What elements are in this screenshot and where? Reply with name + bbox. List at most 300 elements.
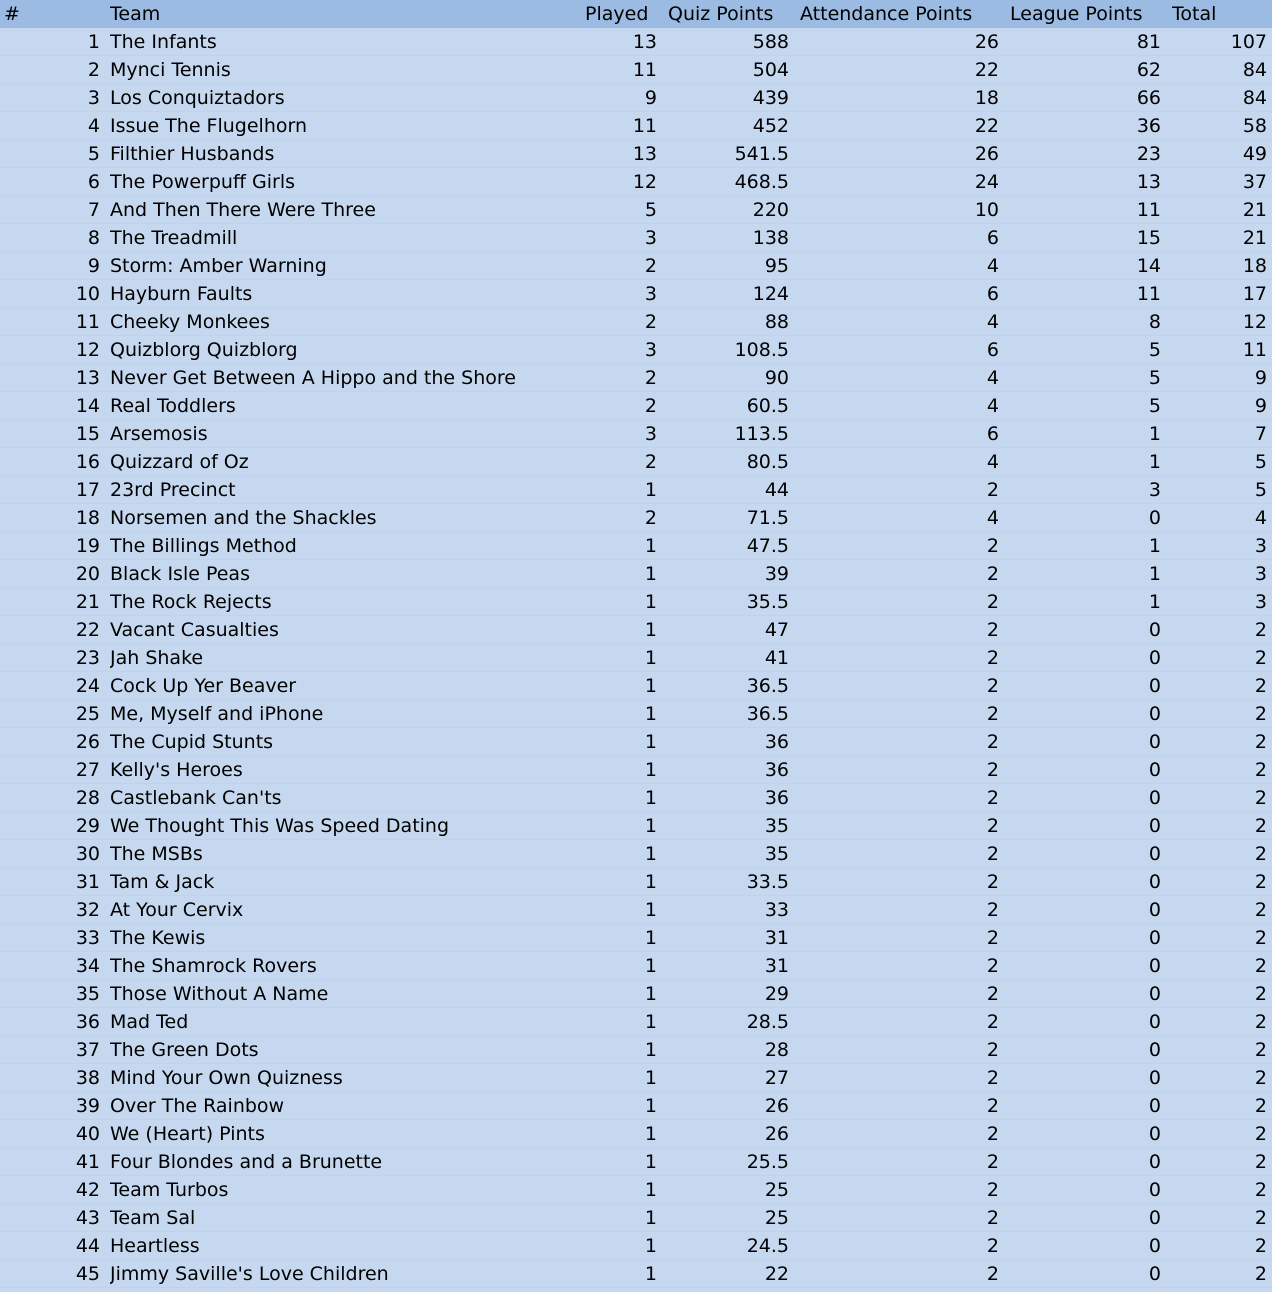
league-points-cell: 23: [1136, 143, 1161, 165]
played-cell: 1: [644, 563, 657, 585]
table-row: [0, 364, 1272, 392]
quiz-points-cell: 26: [764, 1123, 789, 1145]
rank-cell: 10: [75, 283, 100, 305]
team-cell: Mynci Tennis: [110, 59, 231, 81]
total-cell: 9: [1254, 395, 1267, 417]
attendance-points-cell: 10: [974, 199, 999, 221]
played-cell: 1: [644, 1179, 657, 1201]
total-cell: 2: [1254, 983, 1267, 1005]
played-cell: 1: [644, 479, 657, 501]
rank-cell: 13: [75, 367, 100, 389]
quiz-points-cell: 80.5: [746, 451, 789, 473]
played-cell: 1: [644, 647, 657, 669]
table-row: [0, 924, 1272, 952]
rank-cell: 31: [75, 871, 100, 893]
quiz-points-cell: 28.5: [746, 1011, 789, 1033]
league-points-cell: 0: [1148, 843, 1161, 865]
table-row: [0, 448, 1272, 476]
table-row: [0, 784, 1272, 812]
table-row: [0, 616, 1272, 644]
quiz-points-cell: 36: [764, 787, 789, 809]
league-points-cell: 81: [1136, 31, 1161, 53]
rank-cell: 23: [75, 647, 100, 669]
attendance-points-cell: 2: [986, 955, 999, 977]
team-cell: Cock Up Yer Beaver: [110, 675, 297, 697]
team-cell: The Treadmill: [110, 227, 238, 249]
played-cell: 3: [644, 339, 657, 361]
quiz-points-cell: 113.5: [734, 423, 789, 445]
total-cell: 2: [1254, 871, 1267, 893]
quiz-points-cell: 33.5: [746, 871, 789, 893]
attendance-points-cell: 2: [986, 1179, 999, 1201]
played-cell: 1: [644, 1151, 657, 1173]
total-cell: 2: [1254, 1095, 1267, 1117]
table-row: [0, 952, 1272, 980]
rank-cell: 36: [75, 1011, 100, 1033]
attendance-points-cell: 2: [986, 1263, 999, 1285]
rank-cell: 35: [75, 983, 100, 1005]
rank-cell: 24: [75, 675, 100, 697]
table-row: [0, 420, 1272, 448]
played-cell: 1: [644, 1263, 657, 1285]
attendance-points-cell: 4: [986, 255, 999, 277]
table-row: [0, 840, 1272, 868]
table-header: [0, 0, 1272, 28]
table-row: [0, 896, 1272, 924]
rank-cell: 21: [75, 591, 100, 613]
attendance-points-cell: 6: [986, 339, 999, 361]
attendance-points-cell: 2: [986, 1207, 999, 1229]
table-body: [0, 28, 1272, 1288]
quiz-points-cell: 25: [764, 1207, 789, 1229]
table-row: [0, 588, 1272, 616]
league-points-cell: 15: [1136, 227, 1161, 249]
played-cell: 1: [644, 1095, 657, 1117]
league-points-cell: 0: [1148, 1095, 1161, 1117]
league-points-cell: 0: [1148, 787, 1161, 809]
quiz-points-cell: 35.5: [746, 591, 789, 613]
played-cell: 1: [644, 1123, 657, 1145]
team-cell: The Cupid Stunts: [110, 731, 274, 753]
league-points-cell: 0: [1148, 1123, 1161, 1145]
quiz-points-cell: 24.5: [746, 1235, 789, 1257]
played-cell: 1: [644, 787, 657, 809]
league-points-cell: 0: [1148, 1207, 1161, 1229]
table-row: [0, 756, 1272, 784]
team-cell: We (Heart) Pints: [110, 1123, 265, 1145]
league-points-cell: 0: [1148, 955, 1161, 977]
total-cell: 2: [1254, 703, 1267, 725]
team-cell: Those Without A Name: [110, 983, 329, 1005]
attendance-points-cell: 2: [986, 927, 999, 949]
league-points-cell: 0: [1148, 731, 1161, 753]
team-cell: Team Turbos: [110, 1179, 229, 1201]
attendance-points-cell: 2: [986, 675, 999, 697]
attendance-points-cell: 2: [986, 1067, 999, 1089]
attendance-points-cell: 22: [974, 59, 999, 81]
quiz-points-cell: 29: [764, 983, 789, 1005]
league-points-cell: 0: [1148, 899, 1161, 921]
attendance-points-cell: 2: [986, 1151, 999, 1173]
played-cell: 2: [644, 255, 657, 277]
quiz-points-cell: 60.5: [746, 395, 789, 417]
quiz-points-cell: 439: [752, 87, 789, 109]
table-row: [0, 280, 1272, 308]
rank-cell: 32: [75, 899, 100, 921]
total-cell: 4: [1254, 507, 1267, 529]
rank-cell: 3: [87, 87, 100, 109]
table-row: [0, 1148, 1272, 1176]
attendance-points-cell: 4: [986, 507, 999, 529]
quiz-points-cell: 36: [764, 731, 789, 753]
quiz-points-cell: 541.5: [734, 143, 789, 165]
quiz-points-cell: 36: [764, 759, 789, 781]
table-row: [0, 1064, 1272, 1092]
attendance-points-cell: 4: [986, 311, 999, 333]
attendance-points-cell: 2: [986, 871, 999, 893]
played-cell: 3: [644, 423, 657, 445]
quiz-points-cell: 31: [764, 955, 789, 977]
table-row: [0, 308, 1272, 336]
table-row: [0, 476, 1272, 504]
table-row: [0, 84, 1272, 112]
quiz-points-cell: 35: [764, 815, 789, 837]
rank-cell: 4: [87, 115, 100, 137]
total-cell: 2: [1254, 843, 1267, 865]
total-cell: 2: [1254, 1123, 1267, 1145]
quiz-points-cell: 71.5: [746, 507, 789, 529]
total-cell: 2: [1254, 927, 1267, 949]
team-cell: Jimmy Saville's Love Children: [110, 1263, 389, 1285]
league-points-cell: 1: [1148, 423, 1161, 445]
quiz-points-cell: 22: [764, 1263, 789, 1285]
total-cell: 2: [1254, 955, 1267, 977]
rank-cell: 8: [87, 227, 100, 249]
played-cell: 11: [632, 59, 657, 81]
table-row: [0, 28, 1272, 56]
total-cell: 2: [1254, 1235, 1267, 1257]
attendance-points-cell: 2: [986, 647, 999, 669]
league-points-cell: 0: [1148, 619, 1161, 641]
quiz-points-cell: 35: [764, 843, 789, 865]
played-cell: 1: [644, 1039, 657, 1061]
played-cell: 1: [644, 871, 657, 893]
quiz-points-cell: 44: [764, 479, 789, 501]
table-row: [0, 1120, 1272, 1148]
table-row: [0, 644, 1272, 672]
rank-cell: 6: [87, 171, 100, 193]
attendance-points-cell: 2: [986, 479, 999, 501]
team-cell: Filthier Husbands: [110, 143, 275, 165]
total-cell: 107: [1230, 31, 1267, 53]
rank-cell: 18: [75, 507, 100, 529]
rank-cell: 45: [75, 1263, 100, 1285]
rank-cell: 27: [75, 759, 100, 781]
total-cell: 18: [1242, 255, 1267, 277]
total-cell: 5: [1254, 479, 1267, 501]
league-points-cell: 1: [1148, 451, 1161, 473]
total-cell: 2: [1254, 1011, 1267, 1033]
quiz-points-cell: 25: [764, 1179, 789, 1201]
played-cell: 1: [644, 1207, 657, 1229]
played-cell: 1: [644, 927, 657, 949]
table-row: [0, 1036, 1272, 1064]
league-points-cell: 0: [1148, 1067, 1161, 1089]
table-row: [0, 728, 1272, 756]
rank-cell: 25: [75, 703, 100, 725]
league-points-cell: 1: [1148, 535, 1161, 557]
team-cell: Storm: Amber Warning: [110, 255, 327, 277]
played-cell: 9: [644, 87, 657, 109]
total-cell: 58: [1242, 115, 1267, 137]
attendance-points-cell: 26: [974, 31, 999, 53]
table-row: [0, 224, 1272, 252]
team-cell: Real Toddlers: [110, 395, 236, 417]
rank-cell: 44: [75, 1235, 100, 1257]
league-points-cell: 3: [1148, 479, 1161, 501]
attendance-points-cell: 2: [986, 591, 999, 613]
table-row: [0, 196, 1272, 224]
played-cell: 5: [644, 199, 657, 221]
quiz-points-cell: 452: [752, 115, 789, 137]
played-cell: 12: [632, 171, 657, 193]
league-points-cell: 36: [1136, 115, 1161, 137]
league-points-cell: 0: [1148, 703, 1161, 725]
total-cell: 2: [1254, 1067, 1267, 1089]
attendance-points-cell: 2: [986, 1095, 999, 1117]
team-cell: And Then There Were Three: [110, 199, 376, 221]
table-row: [0, 1204, 1272, 1232]
played-cell: 1: [644, 619, 657, 641]
team-cell: The Rock Rejects: [110, 591, 272, 613]
total-cell: 21: [1242, 199, 1267, 221]
league-points-cell: 0: [1148, 1039, 1161, 1061]
total-cell: 12: [1242, 311, 1267, 333]
attendance-points-cell: 4: [986, 395, 999, 417]
total-cell: 2: [1254, 731, 1267, 753]
total-cell: 37: [1242, 171, 1267, 193]
attendance-points-cell: 2: [986, 731, 999, 753]
played-cell: 1: [644, 1235, 657, 1257]
played-cell: 1: [644, 1011, 657, 1033]
played-cell: 2: [644, 451, 657, 473]
rank-cell: 33: [75, 927, 100, 949]
attendance-points-cell: 2: [986, 703, 999, 725]
team-cell: Heartless: [110, 1235, 200, 1257]
rank-cell: 5: [87, 143, 100, 165]
attendance-points-cell: 2: [986, 815, 999, 837]
total-cell: 2: [1254, 647, 1267, 669]
team-cell: Quizzard of Oz: [110, 451, 249, 473]
rank-cell: 9: [87, 255, 100, 277]
total-cell: 2: [1254, 1207, 1267, 1229]
table-row: [0, 392, 1272, 420]
rank-cell: 39: [75, 1095, 100, 1117]
table-row: [0, 1092, 1272, 1120]
played-cell: 1: [644, 1067, 657, 1089]
played-cell: 3: [644, 283, 657, 305]
attendance-points-cell: 2: [986, 1011, 999, 1033]
team-cell: Cheeky Monkees: [110, 311, 270, 333]
quiz-points-cell: 36.5: [746, 703, 789, 725]
quiz-points-cell: 138: [752, 227, 789, 249]
team-cell: Over The Rainbow: [110, 1095, 285, 1117]
total-cell: 2: [1254, 1179, 1267, 1201]
total-cell: 84: [1242, 59, 1267, 81]
table-row: [0, 1008, 1272, 1036]
rank-cell: 40: [75, 1123, 100, 1145]
rank-cell: 1: [87, 31, 100, 53]
attendance-points-cell: 6: [986, 227, 999, 249]
quiz-points-cell: 504: [752, 59, 789, 81]
table-row: [0, 532, 1272, 560]
table-row: [0, 140, 1272, 168]
team-cell: The Powerpuff Girls: [110, 171, 296, 193]
table-row: [0, 700, 1272, 728]
table-row: [0, 560, 1272, 588]
team-cell: At Your Cervix: [110, 899, 244, 921]
attendance-points-cell: 2: [986, 1039, 999, 1061]
attendance-points-cell: 2: [986, 535, 999, 557]
team-cell: Issue The Flugelhorn: [110, 115, 308, 137]
total-cell: 21: [1242, 227, 1267, 249]
league-points-cell: 66: [1136, 87, 1161, 109]
quiz-points-cell: 95: [764, 255, 789, 277]
total-cell: 9: [1254, 367, 1267, 389]
total-cell: 2: [1254, 675, 1267, 697]
played-cell: 1: [644, 899, 657, 921]
table-row: [0, 252, 1272, 280]
attendance-points-cell: 2: [986, 1123, 999, 1145]
rank-cell: 17: [75, 479, 100, 501]
quiz-points-cell: 36.5: [746, 675, 789, 697]
quiz-points-cell: 25.5: [746, 1151, 789, 1173]
played-cell: 1: [644, 675, 657, 697]
team-cell: Quizblorg Quizblorg: [110, 339, 298, 361]
team-cell: Jah Shake: [110, 647, 204, 669]
table-row: [0, 336, 1272, 364]
total-cell: 49: [1242, 143, 1267, 165]
total-cell: 2: [1254, 1151, 1267, 1173]
quiz-points-cell: 28: [764, 1039, 789, 1061]
team-cell: Los Conquiztadors: [110, 87, 285, 109]
quiz-points-cell: 588: [752, 31, 789, 53]
team-cell: The Infants: [110, 31, 217, 53]
team-cell: Four Blondes and a Brunette: [110, 1151, 383, 1173]
attendance-points-cell: 2: [986, 787, 999, 809]
column-header-rank: #: [4, 3, 20, 25]
played-cell: 3: [644, 227, 657, 249]
total-cell: 2: [1254, 815, 1267, 837]
played-cell: 1: [644, 843, 657, 865]
table-row: [0, 56, 1272, 84]
attendance-points-cell: 2: [986, 983, 999, 1005]
team-cell: Castlebank Can'ts: [110, 787, 282, 809]
league-points-cell: 0: [1148, 675, 1161, 697]
attendance-points-cell: 2: [986, 619, 999, 641]
rank-cell: 42: [75, 1179, 100, 1201]
rank-cell: 28: [75, 787, 100, 809]
quiz-points-cell: 31: [764, 927, 789, 949]
total-cell: 2: [1254, 619, 1267, 641]
total-cell: 2: [1254, 759, 1267, 781]
played-cell: 1: [644, 955, 657, 977]
league-points-cell: 5: [1148, 339, 1161, 361]
played-cell: 2: [644, 311, 657, 333]
rank-cell: 15: [75, 423, 100, 445]
team-cell: The MSBs: [110, 843, 203, 865]
quiz-points-cell: 220: [752, 199, 789, 221]
team-cell: The Shamrock Rovers: [110, 955, 317, 977]
league-points-cell: 0: [1148, 1179, 1161, 1201]
rank-cell: 29: [75, 815, 100, 837]
league-points-cell: 0: [1148, 1235, 1161, 1257]
total-cell: 2: [1254, 1039, 1267, 1061]
league-points-cell: 0: [1148, 983, 1161, 1005]
team-cell: We Thought This Was Speed Dating: [110, 815, 450, 837]
table-row: [0, 112, 1272, 140]
quiz-points-cell: 88: [764, 311, 789, 333]
rank-cell: 22: [75, 619, 100, 641]
quiz-points-cell: 26: [764, 1095, 789, 1117]
played-cell: 1: [644, 759, 657, 781]
column-header-played: Played: [585, 3, 649, 25]
team-cell: Never Get Between A Hippo and the Shore: [110, 367, 516, 389]
league-points-cell: 0: [1148, 871, 1161, 893]
played-cell: 13: [632, 31, 657, 53]
attendance-points-cell: 6: [986, 283, 999, 305]
played-cell: 1: [644, 983, 657, 1005]
column-header-team: Team: [110, 3, 161, 25]
table-row: [0, 168, 1272, 196]
attendance-points-cell: 2: [986, 1235, 999, 1257]
team-cell: The Billings Method: [110, 535, 297, 557]
league-points-cell: 1: [1148, 591, 1161, 613]
quiz-points-cell: 468.5: [734, 171, 789, 193]
played-cell: 2: [644, 367, 657, 389]
played-cell: 1: [644, 731, 657, 753]
column-header-league-points: League Points: [1010, 3, 1143, 25]
rank-cell: 2: [87, 59, 100, 81]
quiz-points-cell: 39: [764, 563, 789, 585]
team-cell: Hayburn Faults: [110, 283, 253, 305]
attendance-points-cell: 2: [986, 759, 999, 781]
quiz-points-cell: 33: [764, 899, 789, 921]
attendance-points-cell: 24: [974, 171, 999, 193]
rank-cell: 41: [75, 1151, 100, 1173]
league-points-cell: 11: [1136, 199, 1161, 221]
rank-cell: 37: [75, 1039, 100, 1061]
league-points-cell: 13: [1136, 171, 1161, 193]
rank-cell: 16: [75, 451, 100, 473]
quiz-points-cell: 47: [764, 619, 789, 641]
league-points-cell: 0: [1148, 647, 1161, 669]
attendance-points-cell: 4: [986, 451, 999, 473]
league-points-cell: 14: [1136, 255, 1161, 277]
table-row: [0, 1176, 1272, 1204]
attendance-points-cell: 2: [986, 563, 999, 585]
attendance-points-cell: 2: [986, 843, 999, 865]
total-cell: 2: [1254, 899, 1267, 921]
played-cell: 13: [632, 143, 657, 165]
league-points-cell: 0: [1148, 1263, 1161, 1285]
total-cell: 17: [1242, 283, 1267, 305]
team-cell: Vacant Casualties: [110, 619, 279, 641]
league-points-cell: 5: [1148, 367, 1161, 389]
table-row: [0, 868, 1272, 896]
table-row: [0, 504, 1272, 532]
league-points-cell: 8: [1148, 311, 1161, 333]
